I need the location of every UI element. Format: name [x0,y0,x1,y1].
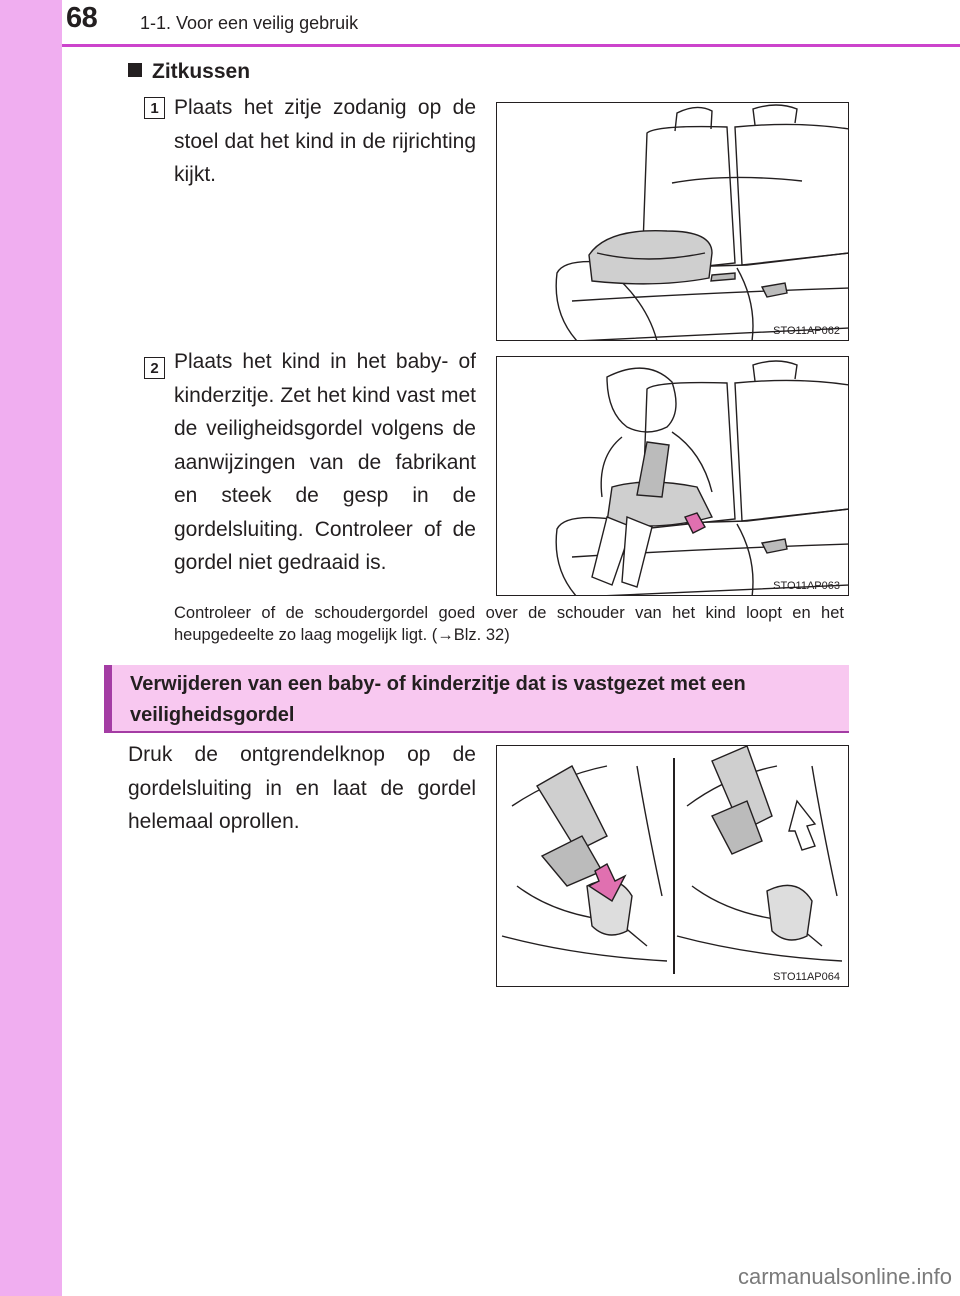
section-header: 1-1. Voor een veilig gebruik [140,13,359,33]
subsection-title-text: Zitkussen [152,60,251,83]
subsection-title [128,60,250,84]
chapter-sidebar [0,0,62,1296]
child-seated-illustration [497,357,849,596]
step-text-1: Plaats het zitje zodanig op de stoel dat het kind in de rijrichting kijkt. [174,96,476,186]
figure-child-seated [496,356,849,596]
figure-code-3: STO11AP064 [773,971,840,983]
watermark: carmanualsonline.info [737,1264,952,1289]
safety-note: Controleer of de schoudergordel goed over de schouder van het kind loopt en het heupgedeelte zo laag mogelijk ligt. (→Blz. 32) [174,604,844,644]
removal-title: Verwijderen van een baby- of kinderzitje dat is vastgezet met een veiligheidsgordel [130,673,746,726]
buckle-release-illustration [497,746,849,987]
removal-text: Druk de ontgrendelknop op de gordelsluiting in en laat de gordel helemaal oprollen. [128,743,476,833]
figure-code-2: STO11AP063 [773,580,840,592]
figure-code-1: STO11AP062 [773,325,840,337]
step-text-2: Plaats het kind in het baby- of kinderzitje. Zet het kind vast met de veiligheidsgordel volgens de aanwijzingen van de fabrikant en steek de gesp in de gordelsluiting. Controleer of de gordel niet gedraaid is. [174,350,476,574]
square-bullet-icon [128,63,142,77]
header-rule [62,44,960,47]
step-number-2: 2 [144,357,165,379]
removal-banner [104,665,849,733]
booster-seat-illustration [497,103,849,341]
figure-buckle-release [496,745,849,987]
page-number: 68 [66,2,98,34]
figure-booster-seat [496,102,849,341]
step-number-1: 1 [144,97,165,119]
